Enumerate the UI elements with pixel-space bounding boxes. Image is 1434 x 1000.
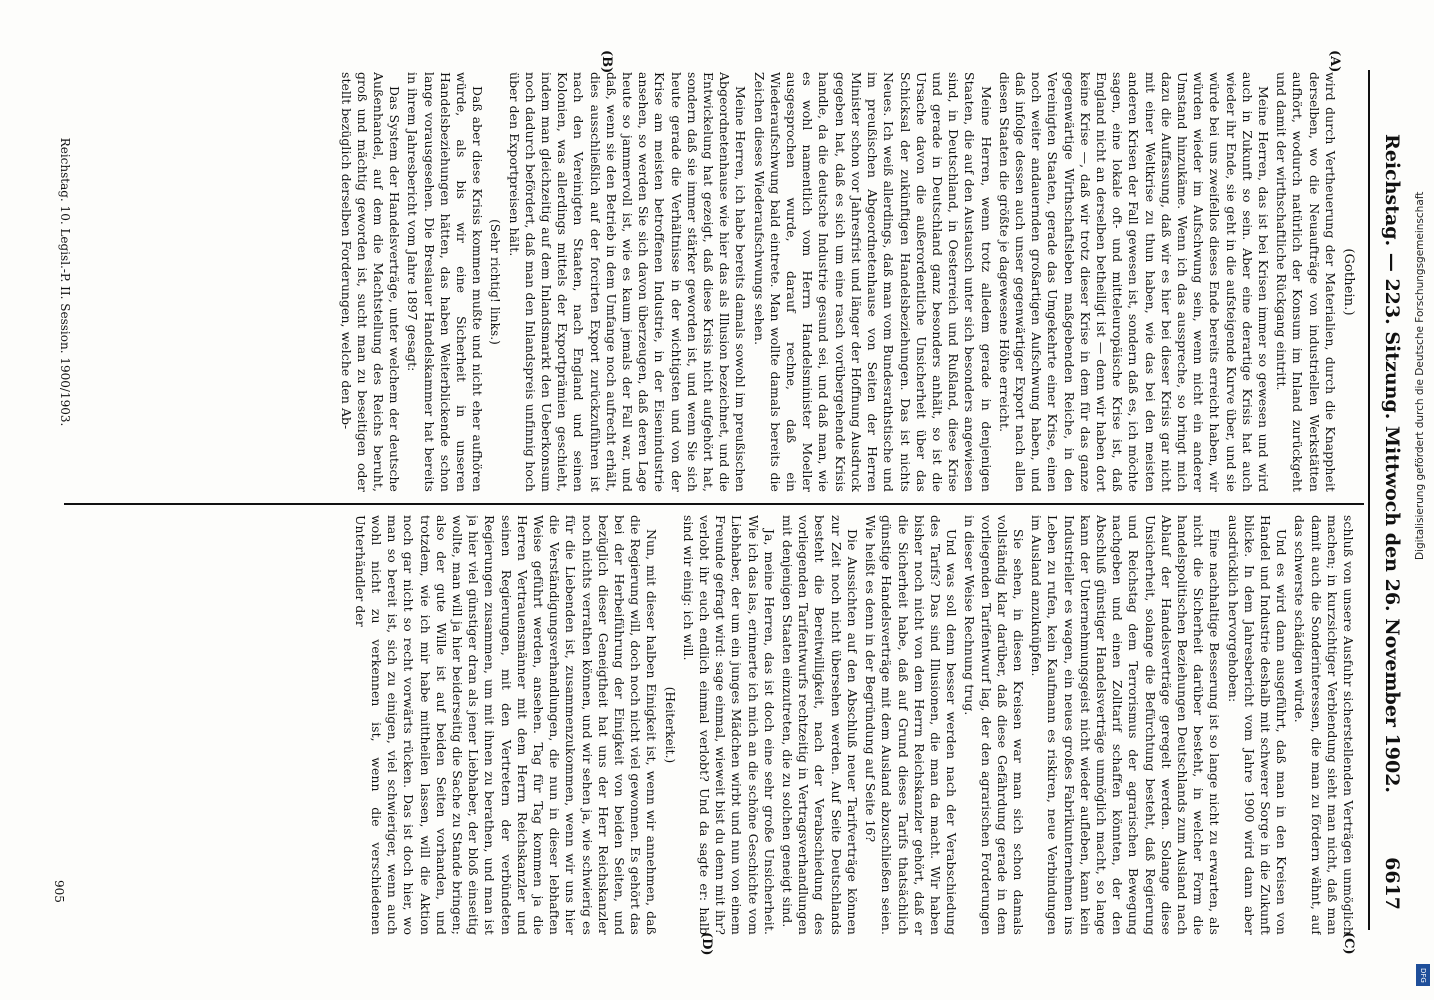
paragraph: wird durch Vertheuerung der Materialien, durch die Knappheit derselben, wo die Neuaufträge von industriellen Werkstätten aufhört, wodurch natürlich der Konsum im Inland zurückgeht und damit der wirthschaftliche Rückgang eintritt.: [1274, 72, 1338, 492]
paragraph: Und es wird dann ausgeführt, daß man in den Kreisen von Handel und Industrie deshalb mit schwerer Sorge in die Zukunft blicke. In dem Jahresbericht vom Jahre 1900 wird dann aber ausdrücklich hervorgehoben:: [1225, 515, 1290, 935]
interjection: (Heiterkeit.): [662, 686, 677, 764]
paragraph: Ja, meine Herren, das ist doch eine sehr große Unsicherheit. Wie ich das las, erinnerte ich mich an die schöne Geschichte vom Liebhaber, der um ein junges Mädchen wirbt und nun von einem Freunde gefragt wird: sage einmal, wieweit bist du denn mit ihr? verlobt ihr euch endlich einmal verlobt? Und da sagte er: halb sind wir einig: ich will.: [680, 515, 777, 935]
right-column: [76, 515, 1356, 935]
paragraph: Und was soll denn besser werden nach der Verabschiedung des Tarifs? Das sind Illusionen, die man da macht. Wir haben bisher noch nicht von dem Herrn Reichskanzler gehört, daß er die Sicherheit habe, daß auf Grund dieses Tarifs thatsächlich günstige Handelsverträge mit dem Ausland abzuschließen seien. Wie heißt es denn in der Begründung auf Seite 16?: [863, 515, 960, 935]
dfg-logo-icon: DFG: [1416, 964, 1430, 986]
page-footer: Reichstag. 10. Legisl.-P. II. Session. 1900/1903.: [58, 137, 72, 427]
quote-paragraph: Eine nachhaltige Besserung ist so lange nicht zu erwarten, als nicht die Sicherheit darüber besteht, in welcher Form die handelspolitischen Beziehungen Deutschlands zum Ausland nach Ablauf der Handelsverträge geregelt werden. Solange diese Unsicherheit, solange die Befürchtung besteht, daß Regierung und Reichstag dem Terrorismus der agrarischen Bewegung nachgeben und einen Zolltarif schaffen könnten, der den Abschluß günstiger Handelsverträge unmöglich macht, so lange kann der Unternehmungsgeist nicht wieder aufleben, kann kein Industrieller es wagen, ein neues großes Fabrikunternehmen ins Leben zu rufen, kein Kaufmann es riskiren, neue Verbindungen im Ausland anzuknüpfen.: [1029, 515, 1223, 935]
digitization-note: Digitalisierung gefördert durch die Deutsche Forschungsgemeinschaft: [1414, 191, 1426, 560]
quote-paragraph: Die Aussichten auf den Abschluß neuer Tarifverträge können zur Zeit noch nicht übersehen werden. Auf Seite Deutschlands besteht die Bereitwilligkeit, nach der Verabschiedung des vorliegenden Tarifentwurfs rechtzeitig in Vertragsverhandlungen mit denjenigen Staaten einzutreten, die zu solchen geneigt sind.: [780, 515, 860, 935]
paragraph: Meine Herren, ich habe bereits damals sowohl im preußischen Abgeordnetenhause wie hier das als Illusion bezeichnet, und die Entwickelung hat gezeigt, daß diese Krisis nicht aufgehört hat, sondern daß sie immer stärker geworden ist, und wenn Sie sich heute gerade die Verhältnisse in der wichtigsten und von der Krise am meisten betroffenen Industrie, in der Eisenindustrie ansehen, so werden Sie sich davon überzeugen, daß deren Lage heute so jammervoll ist, wie es kaum jemals der Fall war, und daß, wenn sie den Betrieb in dem Umfange noch aufrecht erhält, dies ausschließlich auf der forcirten Export zurückzuführen ist nach den Vereinigten Staaten, nach England und seinen Kolonien, was allerdings mittels der Exportprämien geschieht, indem man gleichzeitig auf dem Inlandsmarkt den Ueberkonsum noch dadurch befördert, daß man den Inlandspreis unfinnig hoch über den Exportpreisen hält.: [506, 72, 749, 492]
header-title: Reichstag. — 223. Sitzung. Mittwoch den 26. November 1902.: [1381, 134, 1403, 794]
speaker-label: (Gothein.): [1341, 248, 1356, 316]
margin-mark-c: (C): [1341, 932, 1356, 955]
paragraph: Nun, mit dieser halben Einigkeit ist, wenn wir annehmen, daß die Regierung will, doch noch nicht viel gewonnen. Es gehört das bei der Herbeiführung der Einigkeit von beiden Seiten, und bezüglich dieser Geneigtheit hat uns der Herr Reichskanzler noch nichts verrathen können, und wir sehen ja, wie schwierig es für die Liebenden ist, zusammenzukommen, wenn wir uns hier die Verständigungsverhandlungen, die nun in dieser lebhaften Weise geführt werden, ansehen. Tag für Tag kommen ja die Herren Vertrauensmänner mit dem Herrn Reichskanzler und seinen Regierungen, mit den Vertretern der verbündeten Regierungen zusammen, um mit ihnen zu berathen, und man ist ja hier viel günstiger dran als jener Liebhaber, der bloß einseitig wollte, man will ja hier beiderseitig die Sache zu Stande bringen; also der gute Wille ist auf beiden Seiten vorhanden, und trotzdem, wie ich mir habe mittheilen lassen, will die Aktion noch gar nicht so recht vorwärts rücken. Das ist doch hier, wo man so bereit ist, sich zu einigen, viel schwieriger, wenn auch wohl nicht zu verkennen ist, wenn die verschiedenen Unterhändler der: [352, 515, 660, 935]
footer-page-number: 905: [52, 880, 66, 903]
paragraph: Meine Herren, wenn trotz alledem gerade in denjenigen Staaten, die auf den Austausch unter sich besonders angewiesen sind, in Deutschland, in Oesterreich und Rußland, diese Krise und gerade in Deutschland ganz besonders anhält, so ist die Ursache davon die außerordentliche Unsicherheit über das Schicksal der zukünftigen Handelsbeziehungen. Das ist nichts Neues. Ich weiß allerdings, daß man vom Bundesrathstische und im preußischen Abgeordnetenhause von Seiten der Herren Minister schon vor Jahresfrist und länger der Hoffnung Ausdruck gegeben hat, daß es sich um eine rasch vorübergehende Krisis handle, da die deutsche Industrie gesund sei, und daß man, wie es wohl namentlich vom Herrn Handelsminister Moeller ausgesprochen wurde, darauf rechne, daß ein Wiederaufschwung bald eintrete. Man wollte damals bereits die Zeichen dieses Wiederaufschwungs sehen.: [751, 72, 994, 492]
paragraph: schluß von unsere Ausfuhr sicherstellenden Verträgen unmöglich machen; in kurzsichtiger Verblendung sieht man nicht, daß man damit auch die Sonderinteressen, die man zu fördern wähnt, auf das schwerste schädigen würde.: [1292, 515, 1356, 935]
page-header: [1372, 70, 1412, 910]
header-rule: [1368, 70, 1370, 930]
column-divider: [64, 503, 1364, 505]
margin-mark-d: (D): [699, 932, 714, 956]
paragraph: Daß aber diese Krisis kommen mußte und nicht eher aufhören würde, als bis wir eine Sicherheit in unseren Handelsbeziehungen hätten, das haben Weiterblickende schon lange vorausgesehen. Die Breslauer Handelskammer hat bereits in ihrem Jahresbericht vom Jahre 1897 gesagt:: [405, 72, 486, 492]
quote-paragraph: Das System der Handelsverträge, unter welchem der deutsche Außenhandel, auf dem die Machtstellung des Reichs beruht, groß und mächtig geworden ist, sucht man zu beseitigen oder stellt bezüglich derselben Forderungen, welche den Ab-: [338, 72, 403, 492]
margin-mark-b: (B): [599, 50, 614, 74]
margin-mark-a: (A): [1327, 50, 1342, 73]
paragraph: Sie sehen, in diesen Kreisen war man sich schon damals vollständig klar darüber, daß diese Gefährdung gerade in dem vorliegenden Tarifentwurf lag, der den agrarischen Forderungen in dieser Weise Rechnung trug.: [962, 515, 1026, 935]
left-column: [76, 72, 1356, 492]
page-number: 6617: [1381, 857, 1403, 910]
paragraph: Meine Herren, das ist bei Krisen immer so gewesen und wird auch in Zukunft so sein. Aber eine derartige Krisis hat auch wieder ihr Ende, sie geht in die aufsteigende Kurve über, und sie würde bei uns zweifellos dieses Ende bereits erreicht haben, wir würden wieder im Aufschwung sein, wenn nicht ein anderer Umstand hinzukäme. Wenn ich das ausspreche, so bringt mich dazu die Auffassung, daß wir es hier bei dieser Krisis gar nicht mit einer Weltkrise zu thun haben, wie das bei den meisten anderen Krisen der Fall gewesen ist, sondern daß es, ich möchte sagen, eine lokale oft- und mitteleuropäische Krise ist, daß England nicht an derselben betheiligt ist — denn wir haben dort keine Krise —, daß wir trotz dieser Krise in dem für das ganze gegenwärtige Wirthschaftsleben maßgebenden Reiche, in den Vereinigten Staaten, gerade das Umgekehrte einer Krise, einen noch weiter andauernden großartigen Aufschwung haben, und daß infolge dessen auch unser gegenwärtiger Export nach allen diesen Staaten die größte je dagewesene Höhe erreicht.: [996, 72, 1271, 492]
interjection: (Sehr richtig! links.): [488, 219, 503, 345]
